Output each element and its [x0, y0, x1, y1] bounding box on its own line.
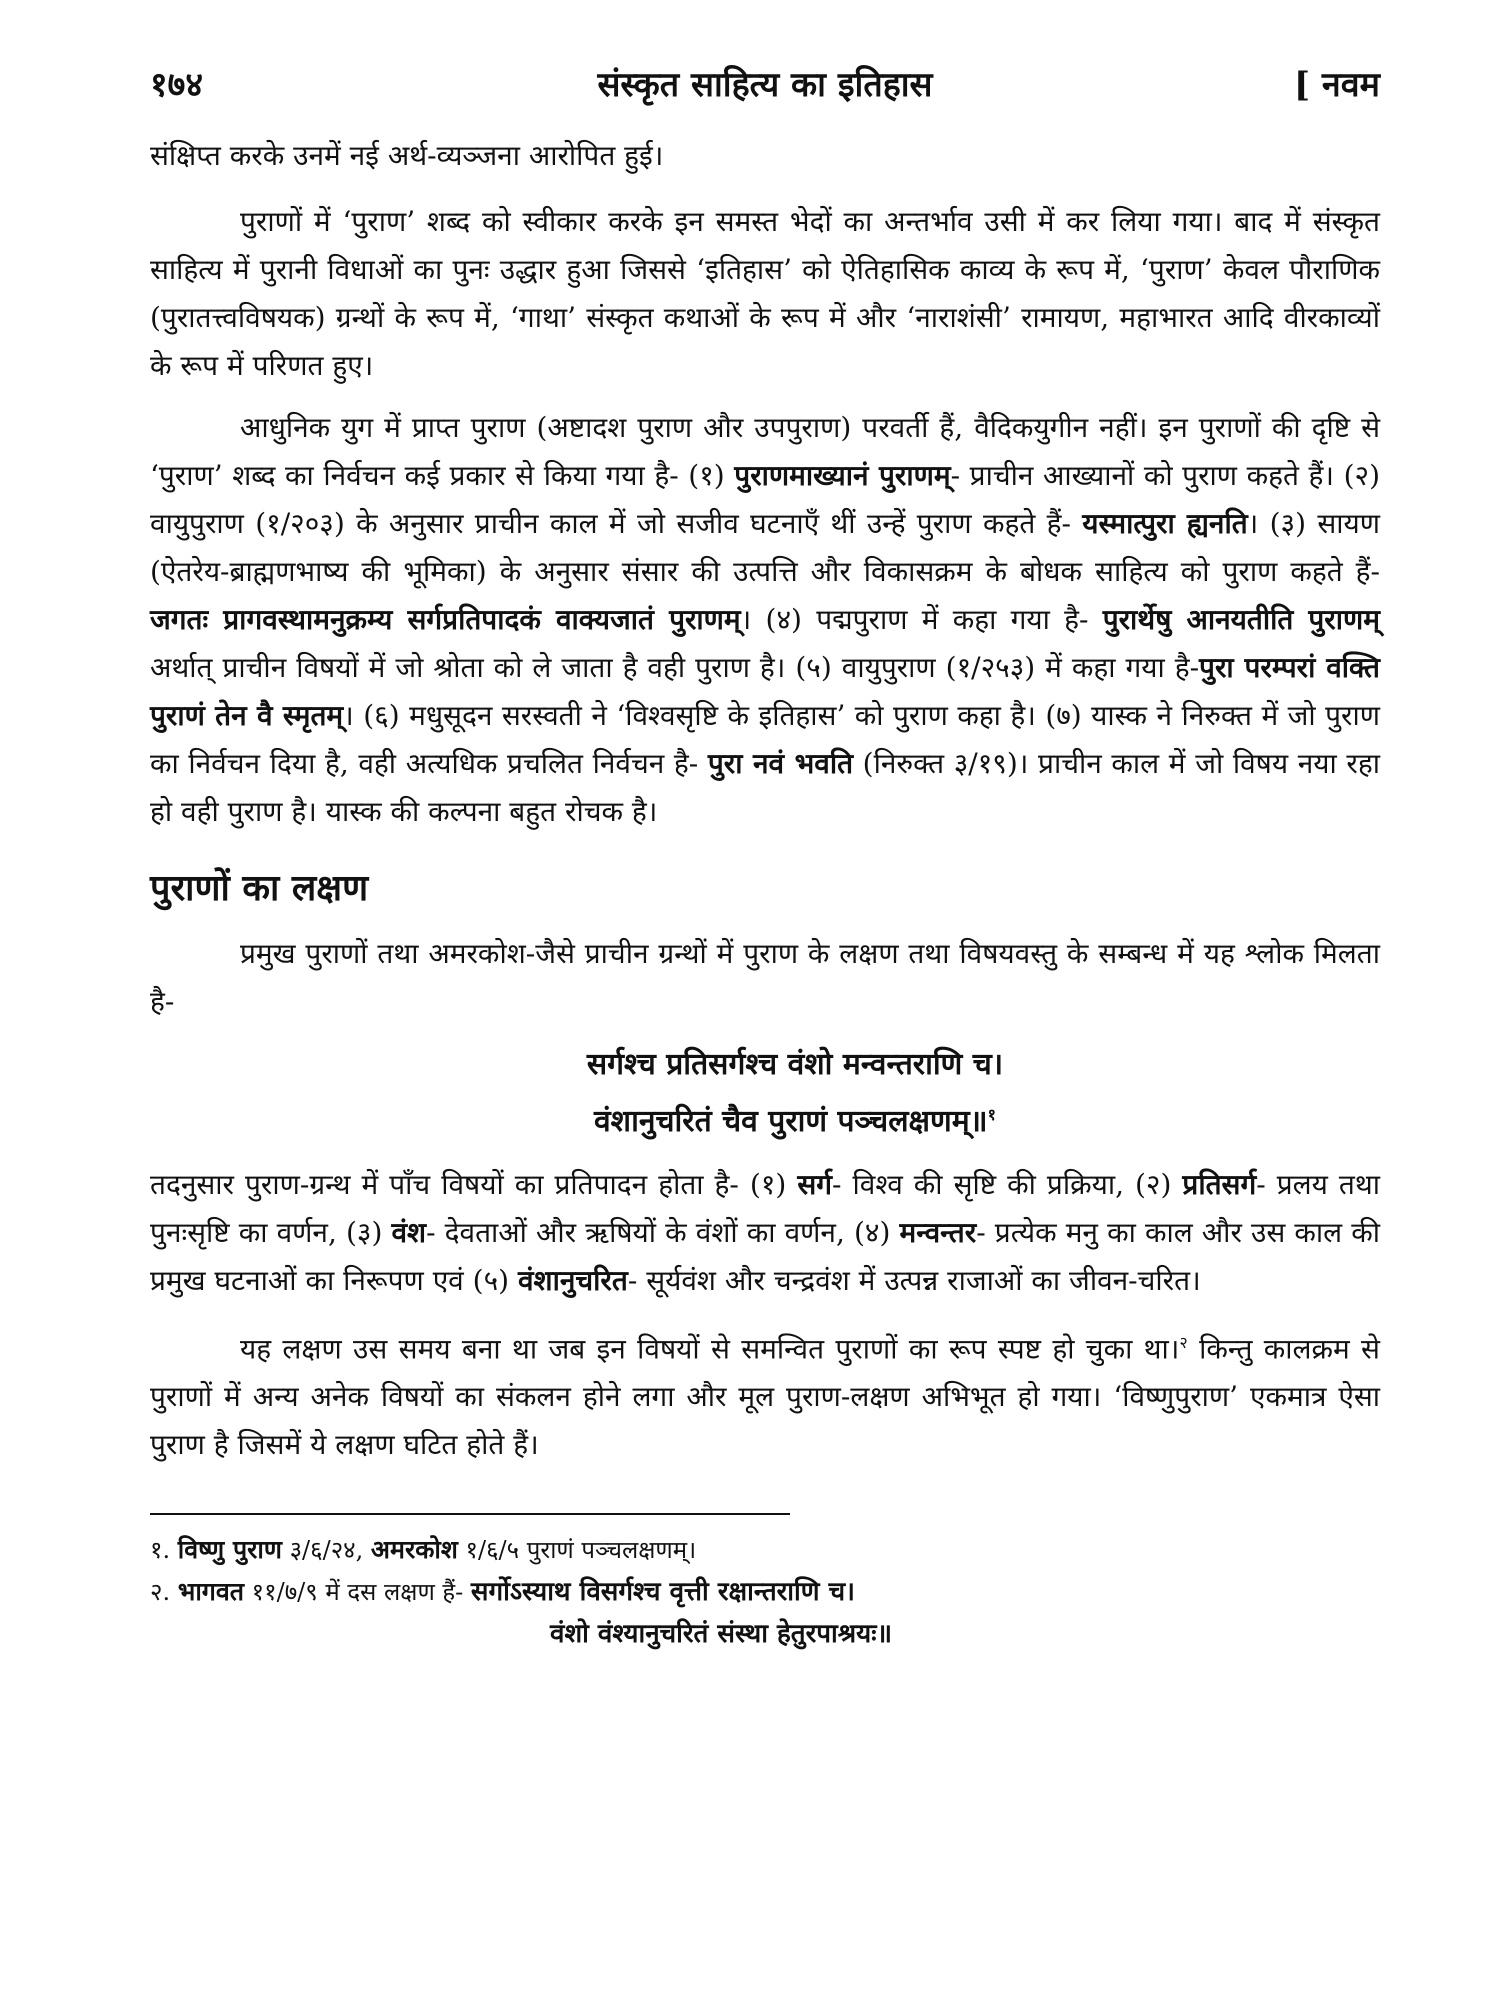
bold-term: सर्ग [797, 1168, 833, 1201]
shloka-line-1: सर्गश्च प्रतिसर्गश्च वंशो मन्वन्तराणि च। [586, 1047, 1004, 1082]
bold-term: पुरा नवं भवति [707, 747, 854, 780]
bold-term: पुरार्थेषु आनयतीति पुराणम् [1102, 603, 1380, 636]
paragraph-vishnupurana: यह लक्षण उस समय बना था जब इन विषयों से समन्वित पुराणों का रूप स्पष्ट हो चुका था।$^२$ किन्तु कालक्रम से पुराणों में अन्य अनेक विषयों का संकलन होने लगा और मूल पुराण-लक्षण अभिभूत हो गया। ‘विष्णुपुराण’ एकमात्र ऐसा पुराण है जिसमें ये लक्षण घटित होते हैं। [150, 1332, 1380, 1462]
bold-term: जगतः प्रागवस्थामनुक्रम्य सर्गप्रतिपादकं वाक्यजातं पुराणम् [150, 603, 741, 636]
shloka [210, 1040, 1380, 1147]
bold-term: मन्वन्तर [899, 1216, 977, 1249]
running-header [150, 60, 1380, 120]
paragraph-five-topics: तदनुसार पुराण-ग्रन्थ में पाँच विषयों का प्रतिपादन होता है- (१) सर्ग- विश्व की सृष्टि की प्रक्रिया, (२) प्रतिसर्ग- प्रलय तथा पुनःसृष्टि का वर्णन, (३) वंश- देवताओं और ऋषियों के वंशों का वर्णन, (४) मन्वन्तर- प्रत्येक मनु का काल और उस काल की प्रमुख घटनाओं का निरूपण एवं (५) वंशानुचरित- सूर्यवंश और चन्द्रवंश में उत्पन्न राजाओं का जीवन-चरित। [150, 1168, 1380, 1297]
page-body [150, 132, 1380, 1655]
paragraph-lakshana-intro: प्रमुख पुराणों तथा अमरकोश-जैसे प्राचीन ग्रन्थों में पुराण के लक्षण तथा विषयवस्तु के सम्बन्ध में यह श्लोक मिलता है- [150, 937, 1380, 1018]
footnote-ref: २ [1179, 1333, 1188, 1352]
bold-term: प्रतिसर्ग [1182, 1168, 1257, 1201]
bold-term: पुरा परम्परां वक्ति पुराणं तेन वै स्मृतम् [150, 651, 1380, 732]
shloka-line-2: वंशानुचरितं चैव पुराणं पञ्चलक्षणम्॥$^१$ [593, 1104, 996, 1139]
footnote-verse-line-2: वंशो वंश्यानुचरितं संस्था हेतुरपाश्रयः॥ [550, 1619, 893, 1650]
chapter-marker: [ नवम [1293, 65, 1380, 105]
paragraph-purana-etymology: आधुनिक युग में प्राप्त पुराण (अष्टादश पुराण और उपपुराण) परवर्ती हैं, वैदिकयुगीन नहीं। इन पुराणों की दृष्टि से ‘पुराण’ शब्द का निर्वचन कई प्रकार से किया गया है- (१) पुराणमाख्यानं पुराणम्- प्राचीन आख्यानों को पुराण कहते हैं। (२) वायुपुराण (१/२०३) के अनुसार प्राचीन काल में जो सजीव घटनाएँ थीं उन्हें पुराण कहते हैं- यस्मात्पुरा ह्यनति। (३) सायण (ऐतरेय-ब्राह्मणभाष्य की भूमिका) के अनुसार संसार की उत्पत्ति और विकासक्रम के बोधक साहित्य को पुराण कहते हैं- जगतः प्रागवस्थामनुक्रम्य सर्गप्रतिपादकं वाक्यजातं पुराणम्। (४) पद्मपुराण में कहा गया है- पुरार्थेषु आनयतीति पुराणम् अर्थात् प्राचीन विषयों में जो श्रोता को ले जाता है वही पुराण है। (५) वायुपुराण (१/२५३) में कहा गया है-पुरा परम्परां वक्ति पुराणं तेन वै स्मृतम्। (६) मधुसूदन सरस्वती ने ‘विश्वसृष्टि के इतिहास’ को पुराण कहा है। (७) यास्क ने निरुक्त में जो पुराण का निर्वचन दिया है, वही अत्यधिक प्रचलित निर्वचन है- पुरा नवं भवति (निरुक्त ३/१९)। प्राचीन काल में जो विषय नया रहा हो वही पुराण है। यास्क की कल्पना बहुत रोचक है। [150, 411, 1380, 828]
paragraph-purana-word: पुराणों में ‘पुराण’ शब्द को स्वीकार करके इन समस्त भेदों का अन्तर्भाव उसी में कर लिया गया। बाद में संस्कृत साहित्य में पुरानी विधाओं का पुनः उद्धार हुआ जिससे ‘इतिहास’ को ऐतिहासिक काव्य के रूप में, ‘पुराण’ केवल पौराणिक (पुरातत्त्वविषयक) ग्रन्थों के रूप में, ‘गाथा’ संस्कृत कथाओं के रूप में और ‘नाराशंसी’ रामायण, महाभारत आदि वीरकाव्यों के रूप में परिणत हुए। [150, 205, 1380, 382]
paragraph-continuation: संक्षिप्त करके उनमें नई अर्थ-व्यञ्जना आरोपित हुई। [150, 139, 664, 172]
book-title: संस्कृत साहित्य का इतिहास [597, 65, 933, 105]
section-heading: पुराणों का लक्षण [150, 867, 369, 909]
bold-term: वंश [391, 1216, 427, 1249]
footnote-1: १. विष्णु पुराण ३/६/२४, अमरकोश १/६/५ पुराणं पञ्चलक्षणम्। [150, 1535, 697, 1565]
bold-term: वंशानुचरित [517, 1264, 628, 1297]
page-number: १७४ [150, 65, 204, 105]
bold-term: यस्मात्पुरा ह्यनति [1082, 507, 1248, 540]
footnote-divider [150, 1513, 790, 1515]
footnote-2: २. भागवत ११/७/९ में दस लक्षण हैं- सर्गोऽस्याथ विसर्गश्च वृत्ती रक्षान्तराणि च। [150, 1577, 855, 1608]
footnote-ref: १ [987, 1105, 996, 1124]
footnote-verse-line-1: सर्गोऽस्याथ विसर्गश्च वृत्ती रक्षान्तराणि च। [470, 1577, 855, 1608]
bold-term: पुराणमाख्यानं पुराणम् [734, 459, 951, 492]
footnote-2-line-2 [150, 1613, 1380, 1655]
